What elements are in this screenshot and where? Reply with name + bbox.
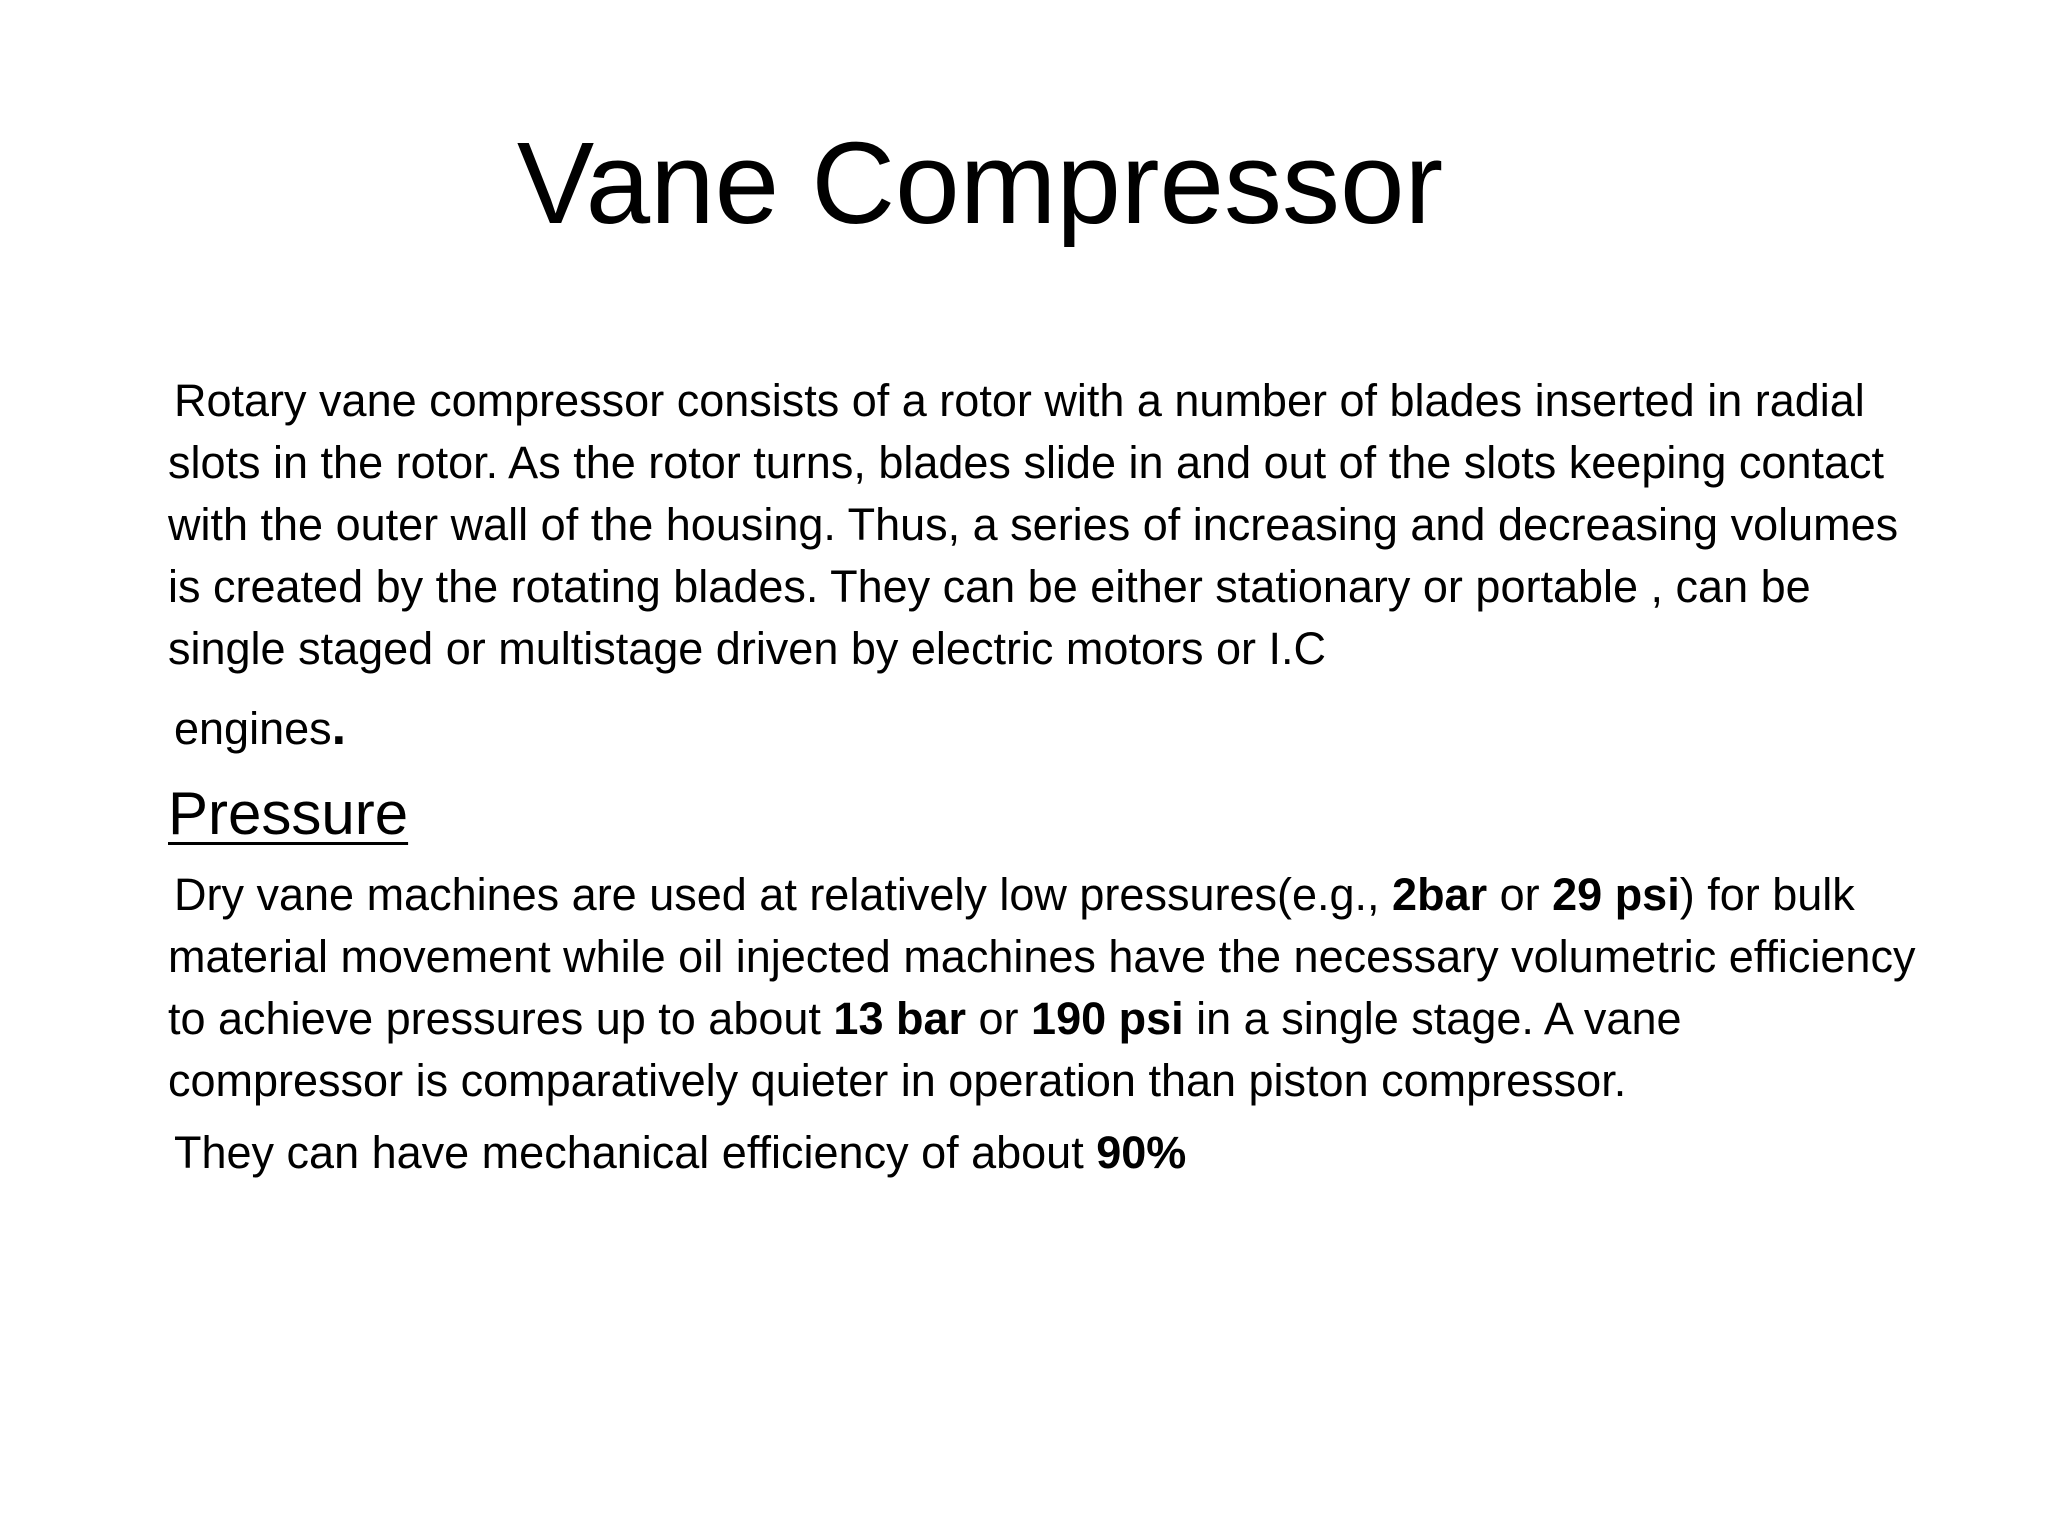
pressure-seg4: or (966, 993, 1032, 1044)
intro-last-word: engines (174, 703, 332, 754)
pressure-value-29psi: 29 psi (1552, 869, 1680, 920)
pressure-seg5: in a single stage. A vane compressor is comparatively quieter in operation than piston compressor. (168, 993, 1682, 1106)
intro-period: . (331, 698, 347, 756)
pressure-seg3: ) for bulk material movement while oil injected machines have the necessary volumetric efficiency to achieve pressures up to about (168, 869, 1916, 1044)
pressure-value-190psi: 190 psi (1031, 993, 1184, 1044)
pressure-paragraph (168, 864, 1928, 1112)
pressure-seg2: or (1487, 869, 1553, 920)
pressure-heading: Pressure (168, 780, 409, 847)
pressure-value-2bar: 2bar (1392, 869, 1488, 920)
efficiency-paragraph (168, 1122, 1928, 1184)
pressure-seg1: Dry vane machines are used at relatively low pressures(e.g., (174, 869, 1393, 920)
slide-title: Vane Compressor (516, 118, 1444, 248)
efficiency-text: They can have mechanical efficiency of about (174, 1127, 1097, 1178)
intro-text: Rotary vane compressor consists of a rotor with a number of blades inserted in radial slots in the rotor. As the rotor turns, blades slide in and out of the slots keeping contact with the outer wall of the housing. Thus, a series of increasing and decreasing volumes is created by the rotating blades. They can be either stationary or portable , can be single staged or multistage driven by electric motors or I.C (168, 375, 1899, 674)
efficiency-value: 90% (1096, 1127, 1187, 1178)
intro-paragraph (168, 370, 1928, 760)
pressure-value-13bar: 13 bar (833, 993, 967, 1044)
intro-last-line (168, 696, 1928, 760)
slide-body (168, 370, 1928, 1184)
